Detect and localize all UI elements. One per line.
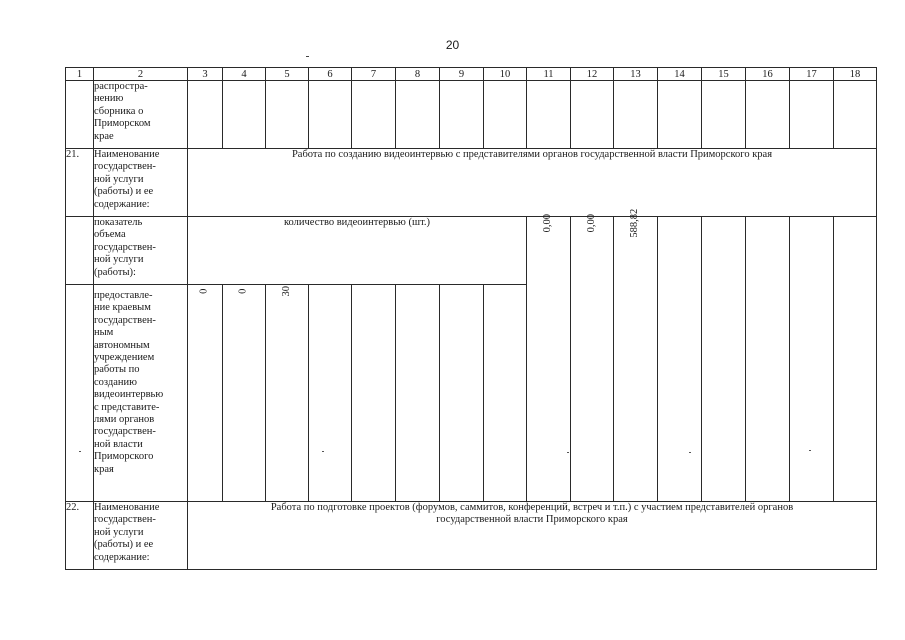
data-cell bbox=[834, 81, 877, 149]
col-header: 4 bbox=[223, 68, 266, 81]
data-cell bbox=[746, 217, 790, 502]
scan-mark bbox=[322, 451, 324, 452]
row-number-cell bbox=[66, 217, 94, 285]
value-col13: 588,82 bbox=[629, 208, 641, 238]
data-cell bbox=[702, 81, 746, 149]
row-label bbox=[94, 217, 188, 285]
scan-mark bbox=[306, 56, 309, 57]
row-label bbox=[94, 149, 188, 217]
data-cell bbox=[309, 285, 352, 502]
data-cell bbox=[396, 81, 440, 149]
col-header: 6 bbox=[309, 68, 352, 81]
data-cell bbox=[790, 81, 834, 149]
value-cell-13 bbox=[614, 208, 658, 502]
col-header: 13 bbox=[614, 68, 658, 81]
row-label-text: Наименование государствен- ной услуги (работы) и ее содержание: bbox=[94, 502, 160, 563]
scan-mark bbox=[567, 452, 569, 453]
row-label-text: Наименование государствен- ной услуги (работы) и ее содержание: bbox=[94, 149, 160, 210]
value-col3: 0 bbox=[198, 288, 210, 294]
col-header: 7 bbox=[352, 68, 396, 81]
page-number: 20 bbox=[445, 38, 460, 52]
data-cell bbox=[223, 81, 266, 149]
data-cell bbox=[746, 81, 790, 149]
row-label bbox=[94, 81, 188, 149]
scan-mark bbox=[809, 450, 811, 451]
scan-mark bbox=[689, 452, 691, 453]
row-number-cell bbox=[66, 81, 94, 149]
data-cell bbox=[440, 285, 484, 502]
row-label bbox=[94, 285, 188, 502]
data-cell bbox=[266, 81, 309, 149]
data-cell bbox=[440, 81, 484, 149]
data-cell bbox=[484, 285, 527, 502]
row-label-text: распростра- нению сборника о Приморском крае bbox=[94, 81, 151, 142]
table-row bbox=[66, 217, 877, 285]
data-cell bbox=[484, 81, 527, 149]
row-number-cell bbox=[66, 285, 94, 502]
row-label bbox=[94, 502, 188, 570]
col-header: 12 bbox=[571, 68, 614, 81]
col-header: 11 bbox=[527, 68, 571, 81]
col-header: 18 bbox=[834, 68, 877, 81]
row-number: 21. bbox=[66, 149, 94, 217]
data-cell bbox=[309, 81, 352, 149]
header-row bbox=[66, 68, 877, 81]
col-header: 17 bbox=[790, 68, 834, 81]
data-cell bbox=[658, 81, 702, 149]
data-cell bbox=[188, 81, 223, 149]
budget-table bbox=[65, 67, 877, 570]
table-row bbox=[66, 149, 877, 217]
row-label-text: предоставле- ние краевым государствен- ным автономным учреждением работы по созданию видеоинтервью с представите- лями органов государствен- ной власти Приморского края bbox=[94, 290, 164, 475]
row-label-text: показатель объема государствен- ной услуги (работы): bbox=[94, 217, 156, 278]
value-cell-5 bbox=[266, 285, 309, 502]
value-col11: 0,00 bbox=[542, 214, 554, 233]
value-col12: 0,00 bbox=[585, 214, 597, 233]
value-cell-3 bbox=[188, 285, 223, 502]
col-header: 2 bbox=[94, 68, 188, 81]
data-cell bbox=[702, 217, 746, 502]
col-header: 3 bbox=[188, 68, 223, 81]
data-cell bbox=[658, 217, 702, 502]
data-cell bbox=[790, 217, 834, 502]
value-cell-4 bbox=[223, 285, 266, 502]
data-cell bbox=[352, 81, 396, 149]
col-header: 15 bbox=[702, 68, 746, 81]
value-cell-12 bbox=[571, 214, 614, 502]
col-header: 16 bbox=[746, 68, 790, 81]
row-number: 22. bbox=[66, 502, 94, 570]
col-header: 14 bbox=[658, 68, 702, 81]
value-col4: 0 bbox=[237, 288, 249, 294]
col-header: 10 bbox=[484, 68, 527, 81]
col-header: 9 bbox=[440, 68, 484, 81]
data-cell bbox=[834, 217, 877, 502]
indicator-title: количество видеоинтервью (шт.) bbox=[188, 217, 527, 285]
table-row bbox=[66, 502, 877, 570]
value-cell-11 bbox=[527, 214, 571, 502]
col-header: 8 bbox=[396, 68, 440, 81]
data-cell bbox=[352, 285, 396, 502]
data-cell bbox=[396, 285, 440, 502]
table-row bbox=[66, 81, 877, 149]
col-header: 5 bbox=[266, 68, 309, 81]
value-col5: 30 bbox=[280, 285, 292, 297]
data-cell bbox=[571, 81, 614, 149]
col-header: 1 bbox=[66, 68, 94, 81]
service-title: Работа по созданию видеоинтервью с представителями органов государственной власти Приморского края bbox=[188, 149, 877, 217]
service-title-text: Работа по подготовке проектов (форумов, саммитов, конференций, встреч и т.п.) с участием представителей органов государственной власти Приморского края bbox=[270, 502, 794, 526]
data-cell bbox=[614, 81, 658, 149]
data-cell bbox=[527, 81, 571, 149]
service-title bbox=[188, 502, 877, 570]
scan-mark bbox=[79, 451, 81, 452]
